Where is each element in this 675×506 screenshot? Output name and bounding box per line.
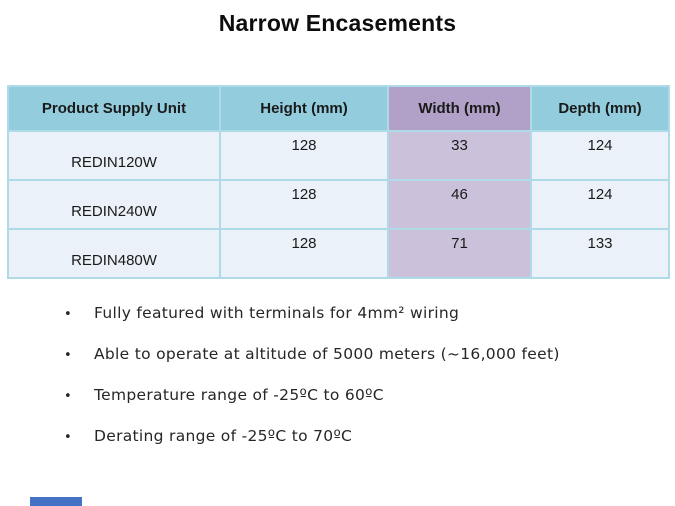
cell-product-name: REDIN120W bbox=[8, 131, 220, 180]
cell-height-value: 128 bbox=[220, 229, 388, 278]
cell-width-value: 71 bbox=[388, 229, 531, 278]
bottom-left-accent-bar bbox=[30, 497, 82, 506]
table-header-row bbox=[8, 86, 669, 131]
column-header-height: Height (mm) bbox=[220, 86, 388, 131]
cell-height-value: 128 bbox=[220, 180, 388, 229]
cell-depth-value: 133 bbox=[531, 229, 669, 278]
cell-depth-value: 124 bbox=[531, 131, 669, 180]
cell-width-value: 33 bbox=[388, 131, 531, 180]
cell-product-name: REDIN240W bbox=[8, 180, 220, 229]
bullet-icon: • bbox=[64, 430, 72, 445]
bullet-text: Able to operate at altitude of 5000 meters (~16,000 feet) bbox=[94, 345, 560, 363]
table-row bbox=[8, 131, 669, 180]
bullet-icon: • bbox=[64, 389, 72, 404]
bullet-text: Temperature range of -25ºC to 60ºC bbox=[94, 386, 384, 404]
bullet-icon: • bbox=[64, 307, 72, 322]
column-header-depth: Depth (mm) bbox=[531, 86, 669, 131]
bullet-text: Derating range of -25ºC to 70ºC bbox=[94, 427, 353, 445]
table-row bbox=[8, 229, 669, 278]
list-item bbox=[64, 304, 560, 322]
spec-table bbox=[7, 85, 670, 279]
column-header-product-supply-unit: Product Supply Unit bbox=[8, 86, 220, 131]
list-item bbox=[64, 345, 560, 363]
list-item bbox=[64, 386, 560, 404]
cell-height-value: 128 bbox=[220, 131, 388, 180]
cell-depth-value: 124 bbox=[531, 180, 669, 229]
bullet-list bbox=[64, 304, 560, 445]
page-title: Narrow Encasements bbox=[218, 10, 457, 36]
table-row bbox=[8, 180, 669, 229]
column-header-width: Width (mm) bbox=[388, 86, 531, 131]
list-item bbox=[64, 427, 560, 445]
cell-product-name: REDIN480W bbox=[8, 229, 220, 278]
bullet-icon: • bbox=[64, 348, 72, 363]
cell-width-value: 46 bbox=[388, 180, 531, 229]
bullet-text: Fully featured with terminals for 4mm² wiring bbox=[94, 304, 460, 322]
